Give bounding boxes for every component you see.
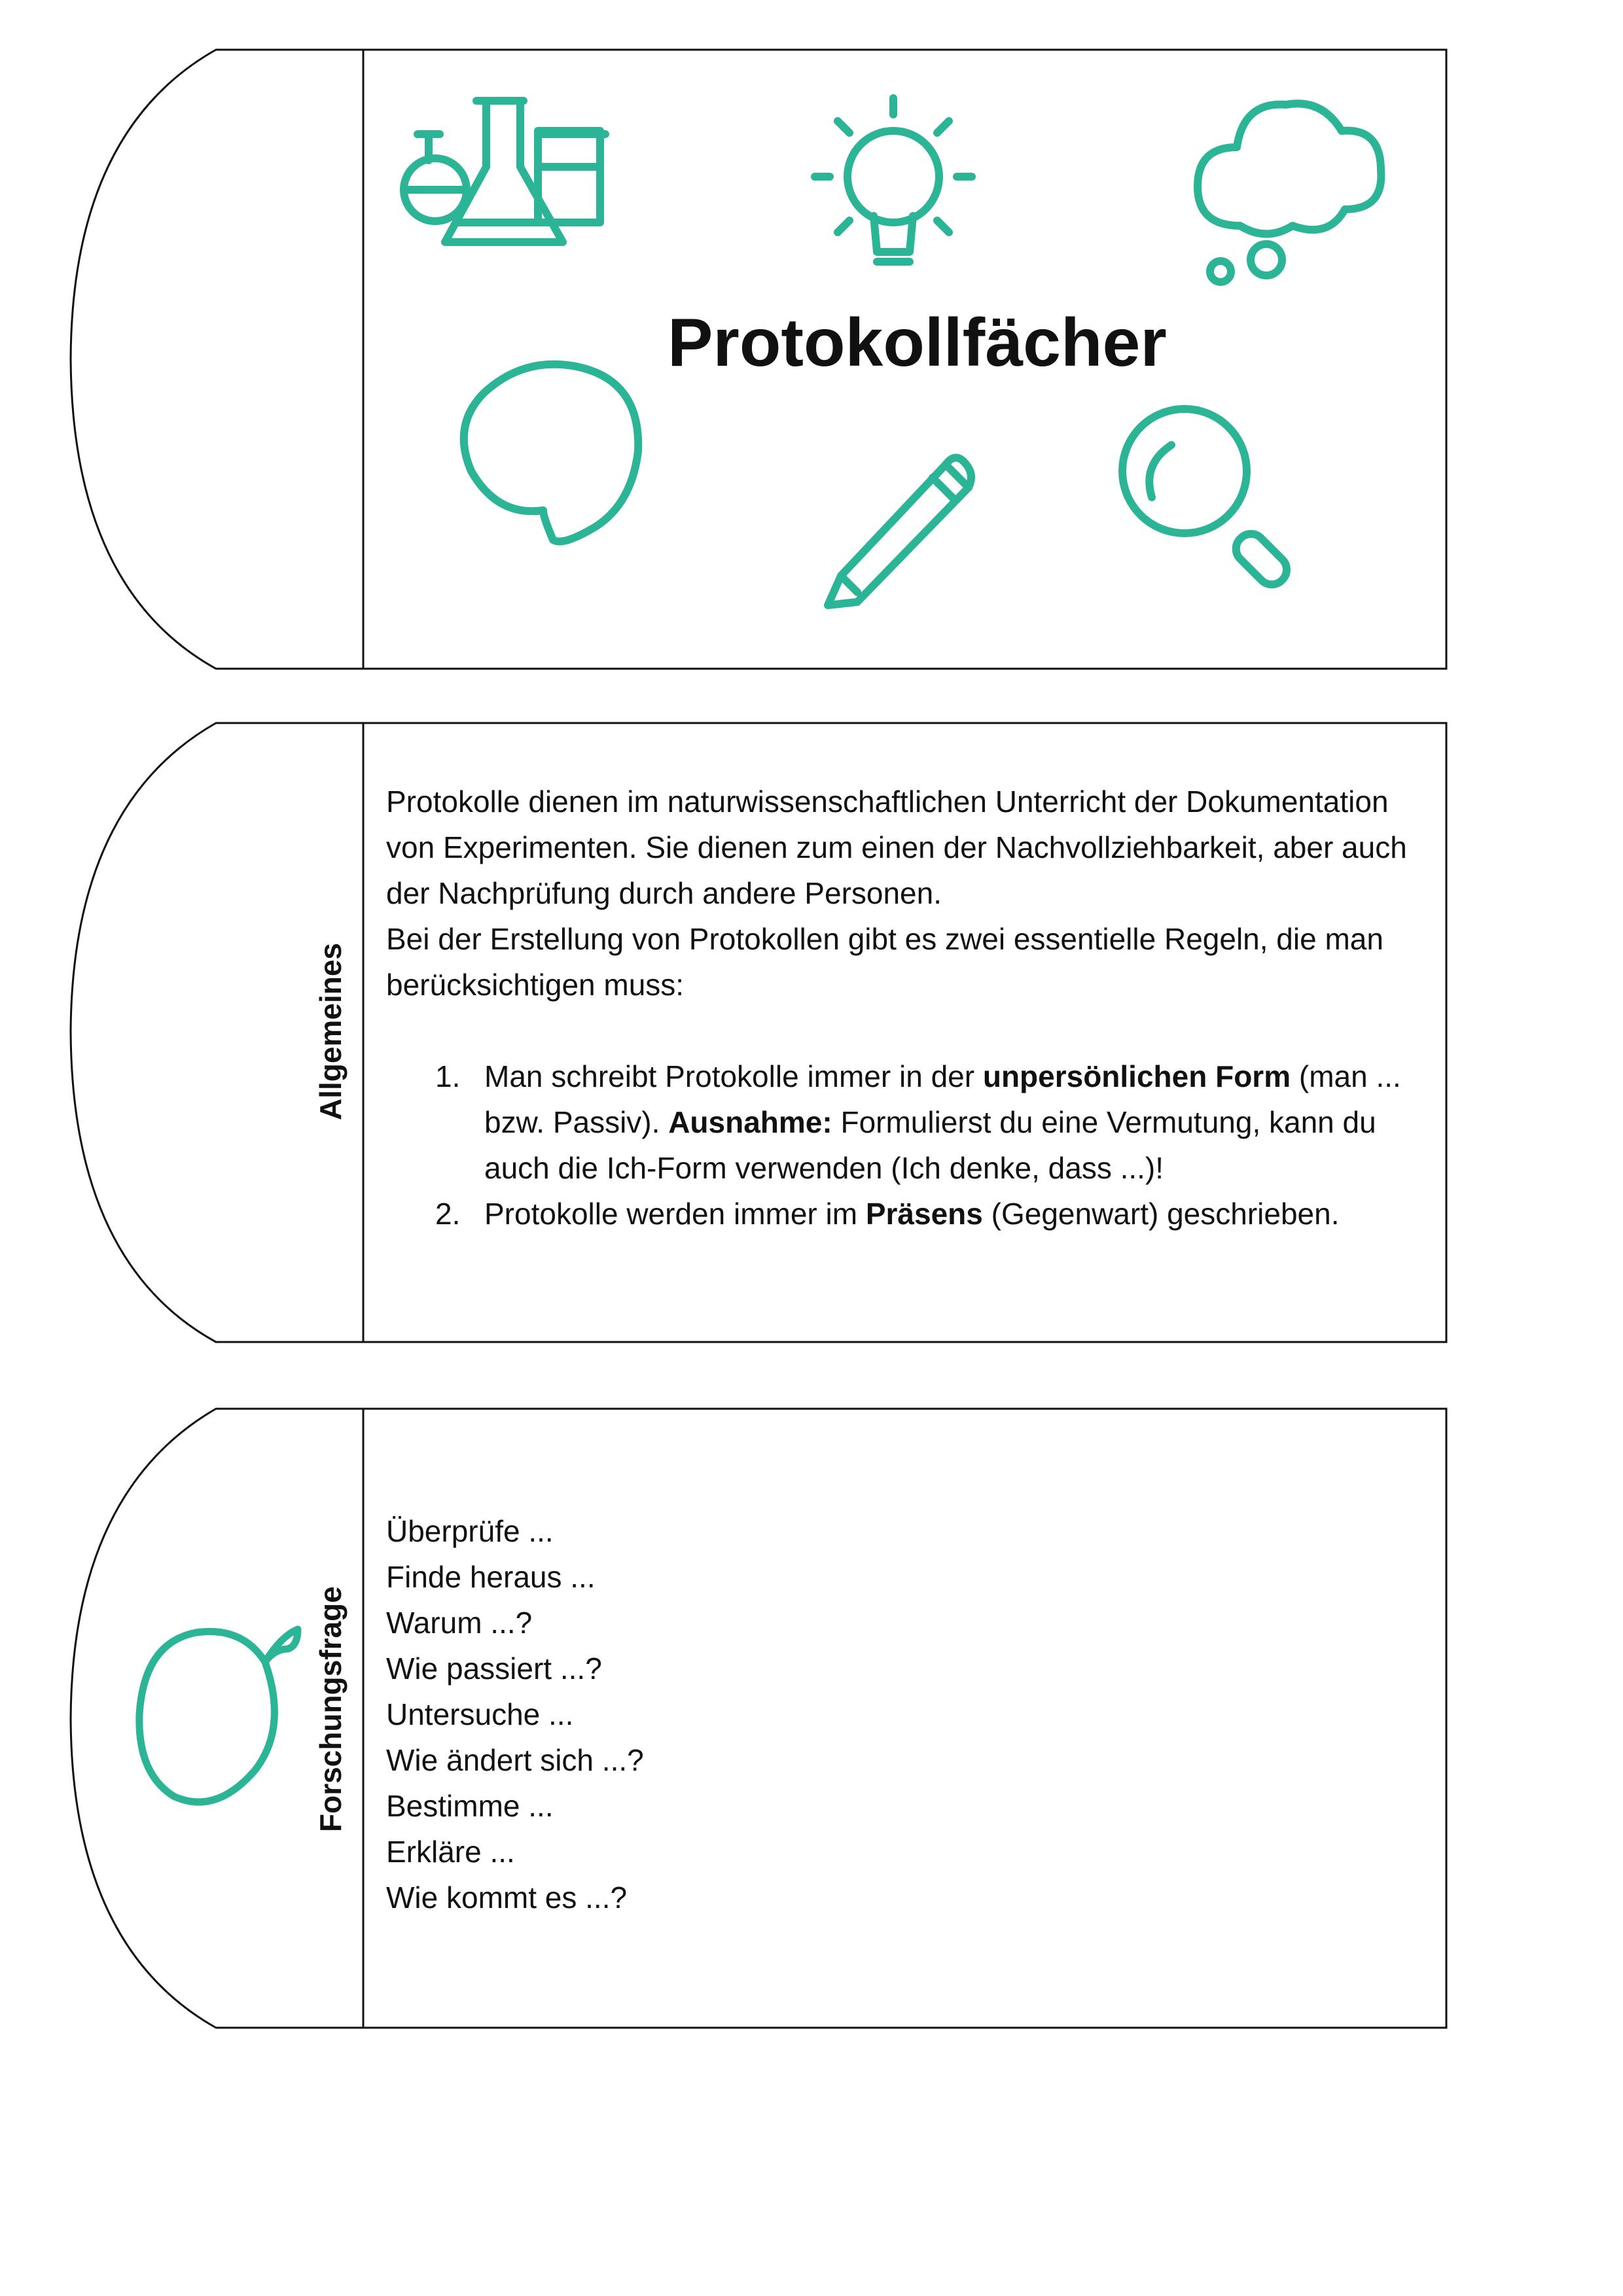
rule-bold: Ausnahme: (668, 1105, 832, 1139)
rule-number: 1. (435, 1059, 461, 1093)
allgemeines-intro-1: Protokolle dienen im naturwissenschaftlichen Unterricht der Dokumentation von Experimenten. Sie dienen zum einen der Nachvollziehbarkeit, aber auch der Nachprüfung durch andere Personen. (386, 785, 1407, 910)
magnifier-icon (1122, 409, 1293, 590)
rule-item (386, 1053, 1427, 1191)
question-item: Untersuche ... (386, 1697, 574, 1731)
pencil-icon (828, 457, 971, 605)
tab-label-allgemeines: Allgemeines (313, 943, 348, 1120)
question-item: Bestimme ... (386, 1789, 554, 1823)
rule-text: (man ... bzw. Passiv). (484, 1059, 1401, 1139)
rule-text: (Gegenwart) geschrieben. (982, 1197, 1340, 1231)
question-item: Erkläre ... (386, 1835, 515, 1869)
question-item: Finde heraus ... (386, 1560, 596, 1594)
question-item: Wie kommt es ...? (386, 1881, 628, 1915)
lab-flasks-icon (404, 101, 605, 242)
rule-text: Man schreibt Protokolle immer in der (484, 1059, 983, 1093)
question-item: Wie ändert sich ...? (386, 1743, 644, 1777)
forschungsfrage-bubble-icon (139, 1629, 298, 1802)
thought-cloud-icon (1198, 103, 1381, 282)
forschungsfrage-list (386, 1508, 1427, 1920)
allgemeines-content (386, 779, 1427, 1237)
speech-bubble-icon (464, 364, 638, 542)
tab-label-forschungsfrage: Forschungsfrage (313, 1586, 348, 1832)
card-1-tab-outline (71, 50, 363, 669)
rule-bold: Präsens (865, 1197, 983, 1231)
question-item: Wie passiert ...? (386, 1651, 602, 1686)
question-item: Warum ...? (386, 1606, 533, 1640)
rule-number: 2. (435, 1197, 461, 1231)
page-title: Protokollfächer (668, 305, 1167, 381)
rule-bold: unpersönlichen Form (982, 1059, 1291, 1093)
question-item: Überprüfe ... (386, 1514, 554, 1548)
rules-list (386, 1053, 1427, 1237)
rule-text: Protokolle werden immer im (484, 1197, 866, 1231)
rule-text: Formulierst du eine Vermutung, kann du auch die Ich-Form verwenden (Ich denke, dass ...)! (484, 1105, 1376, 1185)
lightbulb-icon (815, 98, 972, 262)
rule-item (386, 1191, 1427, 1237)
allgemeines-intro-2: Bei der Erstellung von Protokollen gibt es zwei essentielle Regeln, die man berücksichtigen muss: (386, 922, 1383, 1002)
